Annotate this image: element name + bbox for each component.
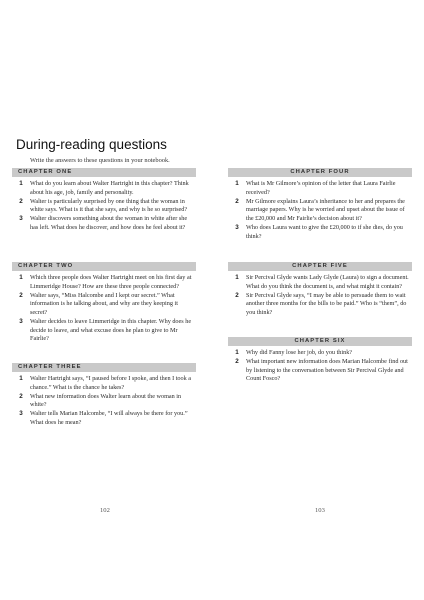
question-text: Sir Percival Glyde wants Lady Glyde (Laura) to sign a document. What do you think the document is, and what might it contain? (246, 274, 409, 290)
chapter-six-heading: CHAPTER SIX (228, 337, 412, 346)
question-number: 2 (19, 197, 23, 205)
page-title: During-reading questions (16, 137, 167, 152)
question-text: Walter Hartright says, “I paused before I spoke, and then I took a chance.” What is the chance he takes? (30, 375, 192, 391)
question-item (228, 198, 412, 224)
question-item (12, 393, 196, 410)
chapter-one-section (12, 168, 196, 233)
chapter-six-section (228, 337, 412, 384)
question-item (228, 349, 412, 358)
chapter-three-heading: CHAPTER THREE (12, 363, 196, 372)
question-item (12, 292, 196, 318)
question-item (228, 292, 412, 318)
question-item (12, 198, 196, 215)
question-text: Walter tells Marian Halcombe, “I will always be there for you.” What does he mean? (30, 410, 188, 426)
chapter-four-questions (228, 180, 412, 241)
question-number: 1 (19, 180, 23, 187)
chapter-three-section (12, 363, 196, 428)
question-number: 3 (19, 410, 23, 418)
question-text: What is Mr Gilmore’s opinion of the letter that Laura Fairlie received? (246, 180, 396, 196)
question-text: Walter decides to leave Limmeridge in this chapter. Why does he decide to leave, and what excuse does he plan to give to Mr Fairlie? (30, 317, 192, 343)
question-number: 1 (19, 274, 23, 281)
question-item (228, 180, 412, 197)
question-number: 3 (19, 317, 23, 325)
question-item (12, 180, 196, 197)
chapter-two-questions (12, 274, 196, 344)
question-item (228, 224, 412, 241)
question-item (12, 375, 196, 392)
question-text: Walter says, “Miss Halcombe and I kept our secret.” What information is he talking about, and why are they keeping it secret? (30, 291, 178, 316)
question-number: 2 (235, 197, 239, 205)
question-item (12, 410, 196, 427)
page-number-right: 103 (315, 507, 325, 514)
question-number: 3 (235, 223, 239, 231)
question-number: 1 (19, 375, 23, 382)
question-item (228, 274, 412, 291)
chapter-five-heading: CHAPTER FIVE (228, 262, 412, 271)
question-text: What important new information does Marian Halcombe find out by listening to the conversation between Sir Percival Glyde and Count Fosco? (246, 358, 408, 383)
chapter-one-heading: CHAPTER ONE (12, 168, 196, 177)
chapter-four-section (228, 168, 412, 242)
question-text: Who does Laura want to give the £20,000 to if she dies, do you think? (246, 223, 403, 240)
question-text: Mr Gilmore explains Laura’s inheritance to her and prepares the marriage papers. Why is he worried and upset about the issue of the £20,000 and Mr Fairlie’s decision about it? (246, 197, 405, 222)
chapter-five-questions (228, 274, 412, 317)
chapter-two-heading: CHAPTER TWO (12, 262, 196, 271)
chapter-one-questions (12, 180, 196, 233)
question-number: 1 (235, 180, 239, 187)
question-number: 2 (235, 358, 239, 366)
chapter-three-questions (12, 375, 196, 428)
question-text: What do you learn about Walter Hartright in this chapter? Think about his age, job, family and personality. (30, 180, 189, 196)
page-number-left: 102 (100, 507, 110, 514)
question-number: 3 (19, 215, 23, 223)
question-text: Sir Percival Glyde says, “I may be able to persuade them to wait another three months for the bills to be paid.” Who is “them”, do you think? (246, 291, 407, 316)
chapter-five-section (228, 262, 412, 318)
question-number: 2 (19, 291, 23, 299)
question-text: Why did Fanny lose her job, do you think? (246, 349, 353, 356)
question-text: Walter is particularly surprised by one thing that the woman in white says. What is it that she says, and why is he so surprised? (30, 197, 188, 214)
instructions-text: Write the answers to these questions in your notebook. (30, 157, 170, 164)
chapter-two-section (12, 262, 196, 344)
question-item (228, 358, 412, 384)
question-item (12, 215, 196, 232)
chapter-four-heading: CHAPTER FOUR (228, 168, 412, 177)
question-text: Walter discovers something about the woman in white after she has left. What does he discover, and how does he feel about it? (30, 215, 188, 231)
chapter-six-questions (228, 349, 412, 384)
question-item (12, 318, 196, 344)
question-item (12, 274, 196, 291)
question-number: 2 (19, 392, 23, 400)
question-number: 2 (235, 291, 239, 299)
question-number: 1 (235, 349, 239, 356)
question-text: What new information does Walter learn about the woman in white? (30, 392, 182, 409)
question-number: 1 (235, 274, 239, 281)
question-text: Which three people does Walter Hartright meet on his first day at Limmeridge House? How are these three people connected? (30, 274, 192, 290)
